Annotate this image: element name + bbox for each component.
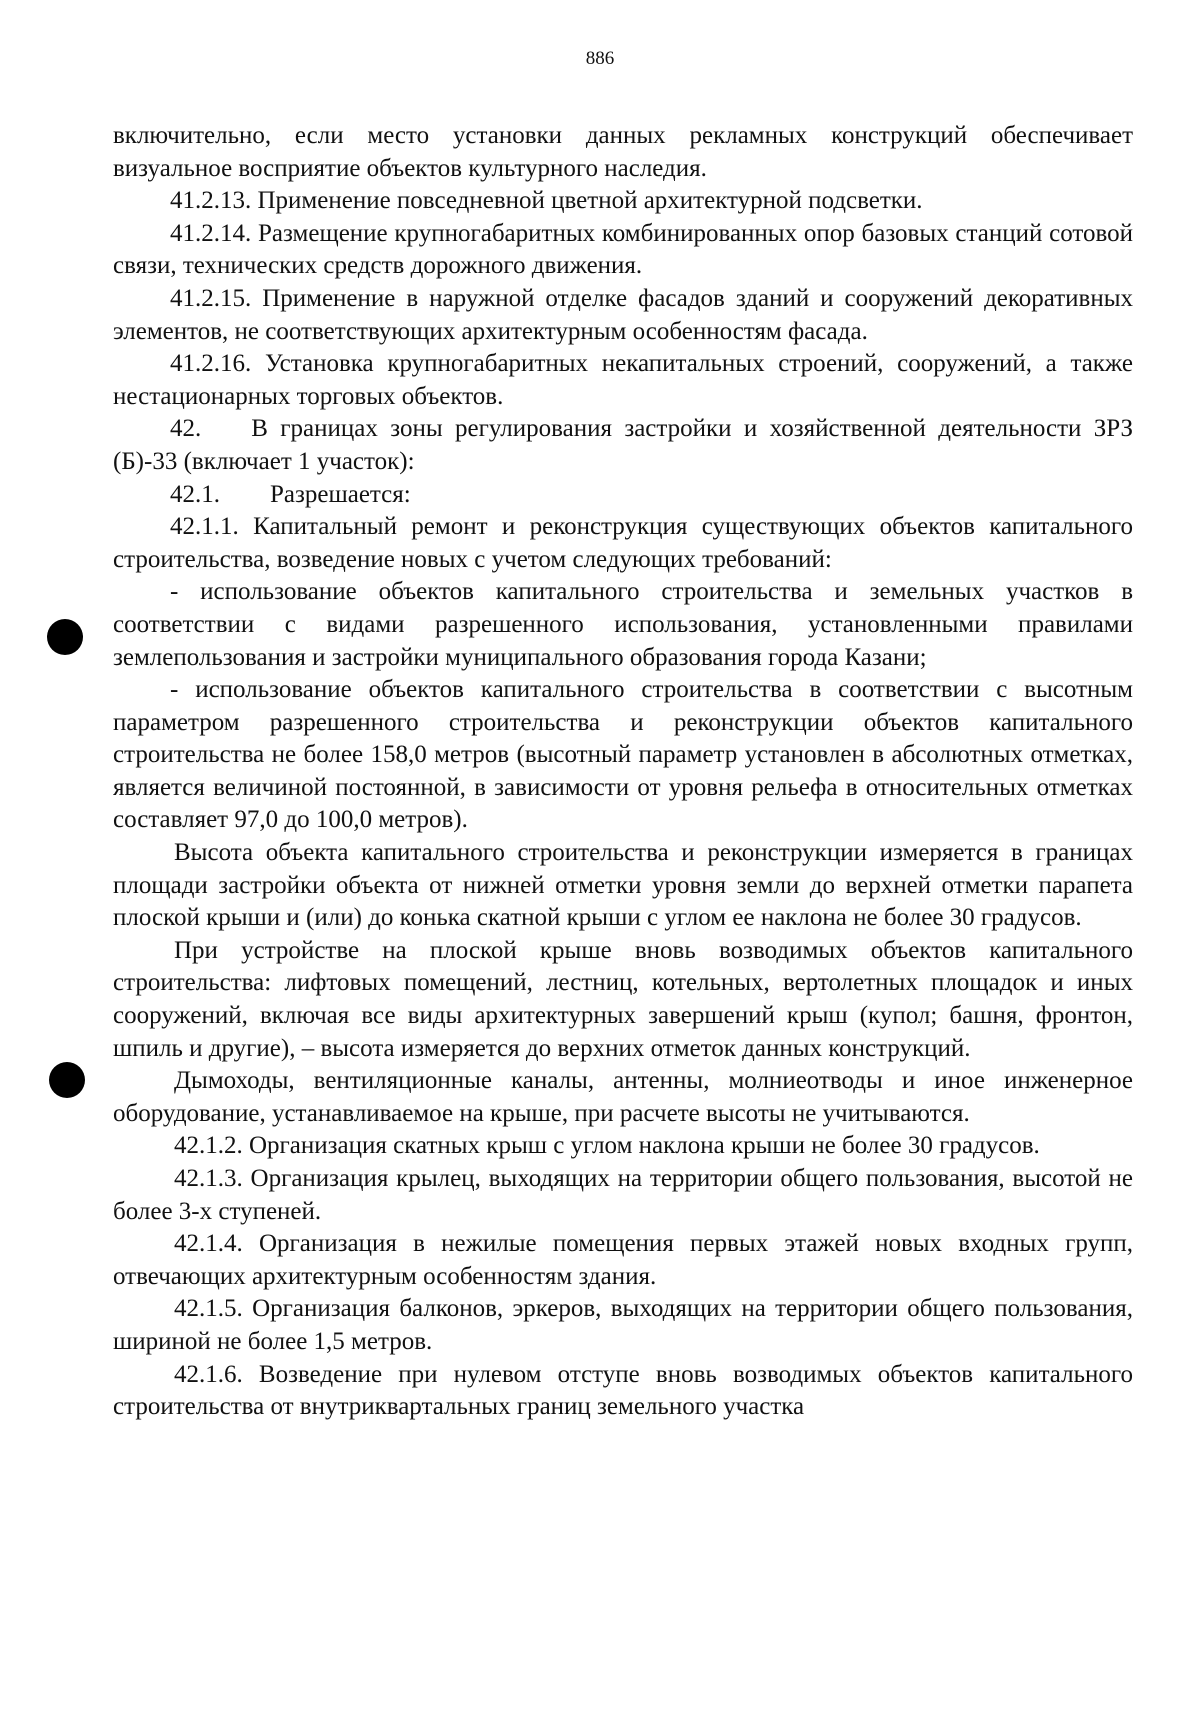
paragraph: включительно, если место установки данных рекламных конструкций обеспечивает визуальное восприятие объектов культурного наследия. [113,122,1133,182]
paragraph: - использование объектов капитального строительства в соответствии с высотным параметром разрешенного строительства и реконструкции объектов капитального строительства не более 158,0 метров (высотный параметр установлен в абсолютных отметках, является величиной постоянной, в зависимости от уровня рельефа в относительных отметках составляет 97,0 до 100,0 метров). [113,676,1133,834]
paragraph: 41.2.15. Применение в наружной отделке фасадов зданий и сооружений декоративных элементов, не соответствующих архитектурным особенностям фасада. [113,284,1133,345]
paragraph: 42.1.5. Организация балконов, эркеров, выходящих на территории общего пользования, шириной не более 1,5 метров. [113,1295,1133,1355]
paragraph: 41.2.14. Размещение крупногабаритных комбинированных опор базовых станций сотовой связи, технических средств дорожного движения. [113,219,1133,280]
paragraph: Дымоходы, вентиляционные каналы, антенны, молниеотводы и иное инженерное оборудование, устанавливаемое на крыше, при расчете высоты не учитываются. [113,1067,1133,1127]
punch-hole-mark [49,1062,85,1098]
paragraph: 42.1.3. Организация крылец, выходящих на территории общего пользования, высотой не более 3-х ступеней. [113,1165,1133,1225]
paragraph: Высота объекта капитального строительства и реконструкции измеряется в границах площади застройки объекта от нижней отметки уровня земли до верхней отметки парапета плоской крыши и (или) до конька скатной крыши с углом ее наклона не более 30 градусов. [113,839,1133,932]
paragraph: 42.1.2. Организация скатных крыш с углом наклона крыши не более 30 градусов. [174,1132,1040,1160]
paragraph: - использование объектов капитального строительства и земельных участков в соответствии с видами разрешенного использования, установленными правилами землепользования и застройки муниципального образования города Казани; [113,578,1133,671]
paragraph: 41.2.13. Применение повседневной цветной архитектурной подсветки. [170,187,923,215]
punch-hole-mark [47,619,83,655]
paragraph: При устройстве на плоской крыше вновь возводимых объектов капитального строительства: лифтовых помещений, лестниц, котельных, вертолетных площадок и иных сооружений, включая все виды архитектурных завершений крыш (купол; башня, фронтон, шпиль и другие), – высота измеряется до верхних отметок данных конструкций. [113,936,1133,1062]
paragraph: 42.1.4. Организация в нежилые помещения первых этажей новых входных групп, отвечающих архитектурным особенностям здания. [113,1230,1133,1290]
paragraph: 42.1.6. Возведение при нулевом отступе вновь возводимых объектов капитального строительства от внутриквартальных границ земельного участка [113,1360,1133,1421]
paragraph: 42.1.1. Капитальный ремонт и реконструкция существующих объектов капитального строительства, возведение новых с учетом следующих требований: [113,513,1133,573]
paragraph: 41.2.16. Установка крупногабаритных некапитальных строений, сооружений, а также нестационарных торговых объектов. [113,350,1133,410]
paragraph: 42. В границах зоны регулирования застройки и хозяйственной деятельности ЗРЗ (Б)-33 (включает 1 участок): [113,415,1133,475]
paragraph: 42.1. Разрешается: [170,480,411,508]
document-body [113,120,1133,1424]
page-number: 886 [585,48,615,69]
